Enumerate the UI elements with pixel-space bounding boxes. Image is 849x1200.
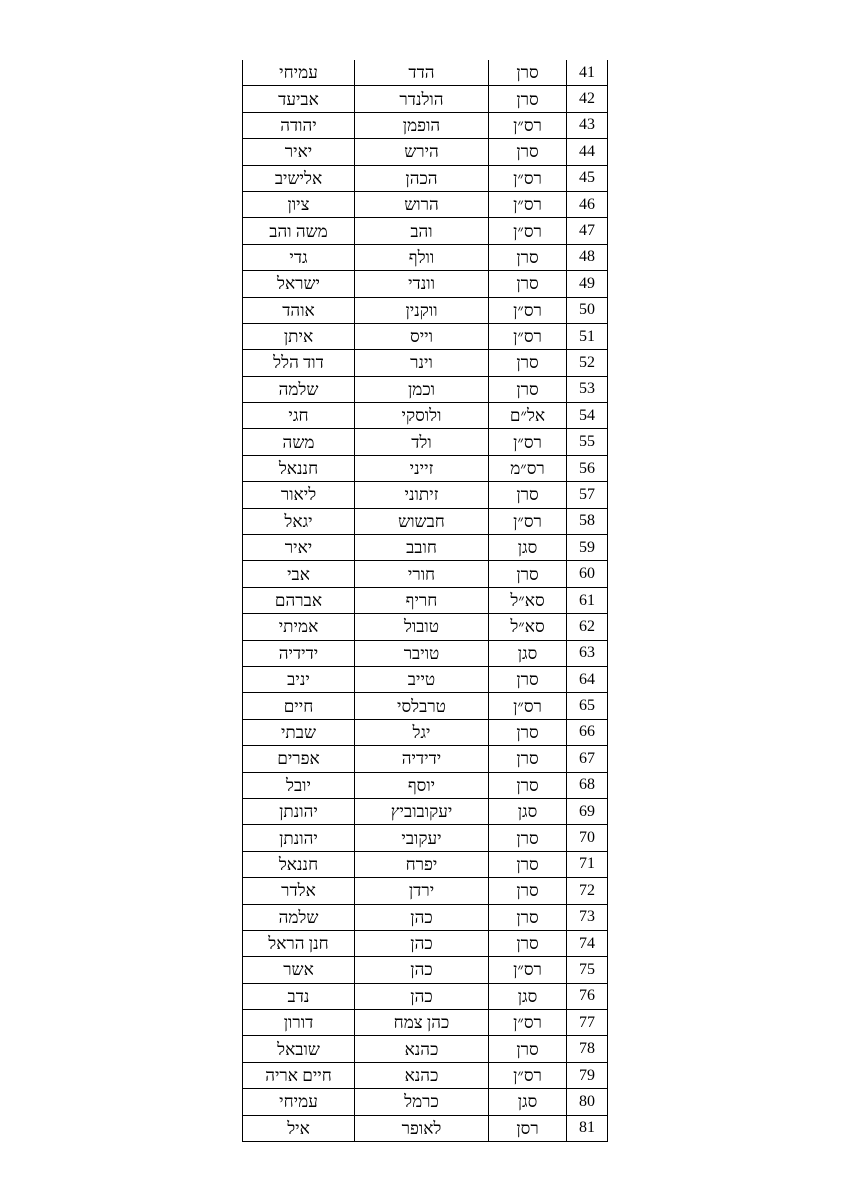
last-name-cell: הכהן: [355, 165, 489, 191]
rank-cell: רס״ן: [489, 112, 567, 138]
row-number-cell: 79: [567, 1062, 608, 1088]
last-name-cell: הירש: [355, 139, 489, 165]
last-name-cell: ולד: [355, 429, 489, 455]
last-name-cell: כהנא: [355, 1036, 489, 1062]
row-number-cell: 57: [567, 482, 608, 508]
table-row: [243, 587, 608, 613]
row-number-cell: 55: [567, 429, 608, 455]
first-name-cell: שובאל: [243, 1036, 355, 1062]
table-row: [243, 323, 608, 349]
table-row: [243, 614, 608, 640]
first-name-cell: יאיר: [243, 139, 355, 165]
last-name-cell: יעקובי: [355, 825, 489, 851]
row-number-cell: 49: [567, 271, 608, 297]
last-name-cell: והב: [355, 218, 489, 244]
last-name-cell: טייב: [355, 666, 489, 692]
rank-cell: רסן: [489, 1115, 567, 1141]
rank-cell: סרן: [489, 825, 567, 851]
first-name-cell: איל: [243, 1115, 355, 1141]
table-row: [243, 666, 608, 692]
first-name-cell: יאיר: [243, 535, 355, 561]
first-name-cell: אביעד: [243, 86, 355, 112]
last-name-cell: יוסף: [355, 772, 489, 798]
first-name-cell: חיים: [243, 693, 355, 719]
table-row: [243, 561, 608, 587]
rank-cell: רס״ן: [489, 957, 567, 983]
rank-cell: סרן: [489, 350, 567, 376]
rank-cell: סרן: [489, 772, 567, 798]
rank-cell: סרן: [489, 904, 567, 930]
rank-cell: רס״ן: [489, 323, 567, 349]
table-row: [243, 218, 608, 244]
rank-cell: סגן: [489, 535, 567, 561]
last-name-cell: ידידיה: [355, 746, 489, 772]
first-name-cell: אבי: [243, 561, 355, 587]
table-row: [243, 1115, 608, 1141]
table-row: [243, 403, 608, 429]
table-row: [243, 878, 608, 904]
rank-cell: סגן: [489, 640, 567, 666]
table-row: [243, 904, 608, 930]
table-row: [243, 930, 608, 956]
rank-cell: סרן: [489, 244, 567, 270]
table-row: [243, 482, 608, 508]
row-number-cell: 72: [567, 878, 608, 904]
row-number-cell: 50: [567, 297, 608, 323]
last-name-cell: כהן: [355, 983, 489, 1009]
first-name-cell: יובל: [243, 772, 355, 798]
row-number-cell: 56: [567, 455, 608, 481]
first-name-cell: אפרים: [243, 746, 355, 772]
table-row: [243, 297, 608, 323]
table-row: [243, 191, 608, 217]
table-row: [243, 1010, 608, 1036]
first-name-cell: עמיחי: [243, 1089, 355, 1115]
first-name-cell: שבתי: [243, 719, 355, 745]
row-number-cell: 45: [567, 165, 608, 191]
first-name-cell: ידידיה: [243, 640, 355, 666]
last-name-cell: כהן: [355, 957, 489, 983]
first-name-cell: חיים אריה: [243, 1062, 355, 1088]
first-name-cell: דוד הלל: [243, 350, 355, 376]
first-name-cell: אמיתי: [243, 614, 355, 640]
first-name-cell: שלמה: [243, 376, 355, 402]
last-name-cell: הדד: [355, 60, 489, 86]
last-name-cell: חורי: [355, 561, 489, 587]
row-number-cell: 66: [567, 719, 608, 745]
rank-cell: רס״ן: [489, 429, 567, 455]
table-row: [243, 350, 608, 376]
first-name-cell: חננאל: [243, 851, 355, 877]
table-row: [243, 825, 608, 851]
table-row: [243, 271, 608, 297]
last-name-cell: כהן: [355, 930, 489, 956]
first-name-cell: ליאור: [243, 482, 355, 508]
rank-cell: סרן: [489, 139, 567, 165]
first-name-cell: משה: [243, 429, 355, 455]
table-row: [243, 112, 608, 138]
table-row: [243, 1062, 608, 1088]
rank-cell: סרן: [489, 60, 567, 86]
first-name-cell: חנן הראל: [243, 930, 355, 956]
rank-cell: רס״ן: [489, 191, 567, 217]
rank-cell: סא״ל: [489, 587, 567, 613]
roster-sheet: [242, 60, 608, 1142]
row-number-cell: 62: [567, 614, 608, 640]
row-number-cell: 58: [567, 508, 608, 534]
rank-cell: סרן: [489, 851, 567, 877]
last-name-cell: ווקנין: [355, 297, 489, 323]
row-number-cell: 52: [567, 350, 608, 376]
last-name-cell: יפרח: [355, 851, 489, 877]
last-name-cell: כרמל: [355, 1089, 489, 1115]
rank-cell: סרן: [489, 666, 567, 692]
table-row: [243, 455, 608, 481]
rank-cell: אל״ם: [489, 403, 567, 429]
row-number-cell: 54: [567, 403, 608, 429]
rank-cell: רס״ן: [489, 297, 567, 323]
first-name-cell: יגאל: [243, 508, 355, 534]
table-row: [243, 508, 608, 534]
table-row: [243, 851, 608, 877]
last-name-cell: וייס: [355, 323, 489, 349]
first-name-cell: שלמה: [243, 904, 355, 930]
last-name-cell: זייני: [355, 455, 489, 481]
row-number-cell: 51: [567, 323, 608, 349]
last-name-cell: לאופר: [355, 1115, 489, 1141]
last-name-cell: כהנא: [355, 1062, 489, 1088]
rank-cell: סרן: [489, 561, 567, 587]
table-row: [243, 429, 608, 455]
row-number-cell: 71: [567, 851, 608, 877]
last-name-cell: ולוסקי: [355, 403, 489, 429]
table-row: [243, 376, 608, 402]
table-row: [243, 86, 608, 112]
table-row: [243, 772, 608, 798]
table-row: [243, 244, 608, 270]
table-row: [243, 719, 608, 745]
rank-cell: רס״מ: [489, 455, 567, 481]
first-name-cell: אשר: [243, 957, 355, 983]
rank-cell: סרן: [489, 86, 567, 112]
row-number-cell: 68: [567, 772, 608, 798]
row-number-cell: 60: [567, 561, 608, 587]
rank-cell: סרן: [489, 376, 567, 402]
table-row: [243, 165, 608, 191]
row-number-cell: 78: [567, 1036, 608, 1062]
rank-cell: סרן: [489, 482, 567, 508]
last-name-cell: טויבר: [355, 640, 489, 666]
roster-table: [242, 60, 608, 1142]
last-name-cell: כהן: [355, 904, 489, 930]
table-row: [243, 139, 608, 165]
first-name-cell: ציון: [243, 191, 355, 217]
last-name-cell: טרבלסי: [355, 693, 489, 719]
table-row: [243, 693, 608, 719]
row-number-cell: 43: [567, 112, 608, 138]
last-name-cell: חובב: [355, 535, 489, 561]
row-number-cell: 61: [567, 587, 608, 613]
row-number-cell: 44: [567, 139, 608, 165]
last-name-cell: טובול: [355, 614, 489, 640]
rank-cell: סרן: [489, 1036, 567, 1062]
row-number-cell: 77: [567, 1010, 608, 1036]
first-name-cell: אוהד: [243, 297, 355, 323]
rank-cell: רס״ן: [489, 1010, 567, 1036]
table-row: [243, 983, 608, 1009]
last-name-cell: ירדן: [355, 878, 489, 904]
rank-cell: סרן: [489, 271, 567, 297]
roster-table-body: [243, 60, 608, 1142]
row-number-cell: 53: [567, 376, 608, 402]
table-row: [243, 60, 608, 86]
table-row: [243, 640, 608, 666]
row-number-cell: 64: [567, 666, 608, 692]
rank-cell: סרן: [489, 878, 567, 904]
first-name-cell: דורון: [243, 1010, 355, 1036]
last-name-cell: הופמן: [355, 112, 489, 138]
last-name-cell: וכמן: [355, 376, 489, 402]
table-row: [243, 1036, 608, 1062]
row-number-cell: 69: [567, 798, 608, 824]
first-name-cell: יהונתן: [243, 798, 355, 824]
table-row: [243, 798, 608, 824]
row-number-cell: 48: [567, 244, 608, 270]
last-name-cell: וולף: [355, 244, 489, 270]
first-name-cell: ישראל: [243, 271, 355, 297]
last-name-cell: כהן צמח: [355, 1010, 489, 1036]
rank-cell: סרן: [489, 930, 567, 956]
first-name-cell: אלדר: [243, 878, 355, 904]
row-number-cell: 67: [567, 746, 608, 772]
rank-cell: סרן: [489, 746, 567, 772]
table-row: [243, 1089, 608, 1115]
last-name-cell: חריף: [355, 587, 489, 613]
first-name-cell: חננאל: [243, 455, 355, 481]
first-name-cell: יניב: [243, 666, 355, 692]
first-name-cell: נדב: [243, 983, 355, 1009]
rank-cell: סא״ל: [489, 614, 567, 640]
last-name-cell: הרוש: [355, 191, 489, 217]
rank-cell: רס״ן: [489, 508, 567, 534]
rank-cell: רס״ן: [489, 693, 567, 719]
last-name-cell: הולנדר: [355, 86, 489, 112]
row-number-cell: 47: [567, 218, 608, 244]
row-number-cell: 42: [567, 86, 608, 112]
rank-cell: רס״ן: [489, 218, 567, 244]
first-name-cell: עמיחי: [243, 60, 355, 86]
row-number-cell: 63: [567, 640, 608, 666]
last-name-cell: וונדי: [355, 271, 489, 297]
row-number-cell: 41: [567, 60, 608, 86]
table-row: [243, 535, 608, 561]
first-name-cell: חגי: [243, 403, 355, 429]
last-name-cell: זיתוני: [355, 482, 489, 508]
first-name-cell: משה והב: [243, 218, 355, 244]
row-number-cell: 65: [567, 693, 608, 719]
row-number-cell: 46: [567, 191, 608, 217]
rank-cell: רס״ן: [489, 165, 567, 191]
rank-cell: רס״ן: [489, 1062, 567, 1088]
first-name-cell: גדי: [243, 244, 355, 270]
last-name-cell: וינר: [355, 350, 489, 376]
rank-cell: סגן: [489, 1089, 567, 1115]
last-name-cell: יעקובוביץ: [355, 798, 489, 824]
first-name-cell: איתן: [243, 323, 355, 349]
rank-cell: סגן: [489, 798, 567, 824]
rank-cell: סגן: [489, 983, 567, 1009]
first-name-cell: אברהם: [243, 587, 355, 613]
table-row: [243, 746, 608, 772]
row-number-cell: 81: [567, 1115, 608, 1141]
row-number-cell: 74: [567, 930, 608, 956]
last-name-cell: חבשוש: [355, 508, 489, 534]
rank-cell: סרן: [489, 719, 567, 745]
first-name-cell: יהודה: [243, 112, 355, 138]
row-number-cell: 75: [567, 957, 608, 983]
row-number-cell: 80: [567, 1089, 608, 1115]
first-name-cell: יהונתן: [243, 825, 355, 851]
row-number-cell: 59: [567, 535, 608, 561]
row-number-cell: 70: [567, 825, 608, 851]
first-name-cell: אלישיב: [243, 165, 355, 191]
last-name-cell: יגל: [355, 719, 489, 745]
row-number-cell: 76: [567, 983, 608, 1009]
table-row: [243, 957, 608, 983]
row-number-cell: 73: [567, 904, 608, 930]
